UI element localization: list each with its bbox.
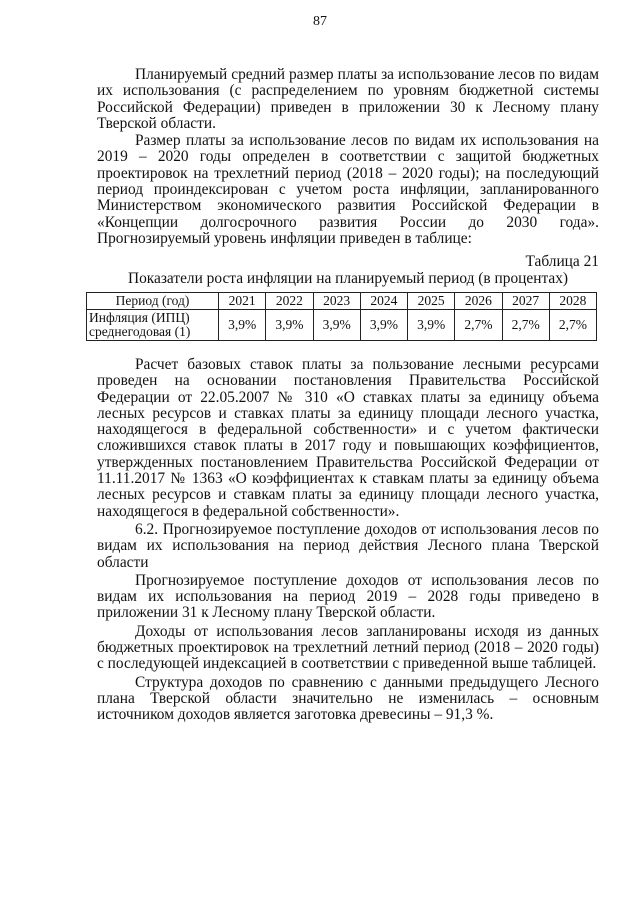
table-header-row <box>87 293 597 310</box>
rates-paragraph: Расчет базовых ставок платы за пользование лесными ресурсами проведен на основании постановления Правительства Российской Федерации от 22.05.2007 № 310 «О ставках платы за единицу объема лесных ресурсов и ставках платы за единицу площади лесного участка, находящегося в федеральной собственности» и с учетом фактически сложившихся ставок платы в 2017 году и повышающих коэффициентов, утвержденных постановлением Правительства Российской Федерации от 11.11.2017 № 1363 «О коэффициентах к ставкам платы за единицу объема лесных ресурсов и ставкам платы за единицу площади лесного участка, находящегося в федеральной собственности». <box>97 356 599 520</box>
closing-paragraph-2: Доходы от использования лесов запланированы исходя из данных бюджетных проектировок на трехлетний летний период (2018 – 2020 годы) с последующей индексацией в соответствии с приведенной выше таблицей. <box>97 622 599 673</box>
intro-section <box>97 67 599 287</box>
table-cell: 3,9% <box>360 310 407 341</box>
closing-paragraph-1: Прогнозируемое поступление доходов от использования лесов по видам их использования на период 2019 – 2028 годы приведено в приложении 31 к Лесному плану Тверской области. <box>97 571 599 622</box>
table-cell: 2,7% <box>502 310 549 341</box>
closing-paragraph-3: Структура доходов по сравнению с данными предыдущего Лесного плана Тверской области значительно не изменилась – основным источником доходов является заготовка древесины – 91,3 %. <box>97 673 599 724</box>
table-year: 2023 <box>313 293 360 310</box>
table-header-label: Период (год) <box>87 293 219 310</box>
table-caption: Показатели роста инфляции на планируемый период (в процентах) <box>127 269 569 287</box>
table-cell: 2,7% <box>455 310 502 341</box>
table-year: 2021 <box>219 293 266 310</box>
page-number: 87 <box>313 14 327 29</box>
inflation-table <box>86 292 597 341</box>
intro-paragraph-1: Планируемый средний размер платы за использование лесов по видам их использования (с распределением по уровням бюджетной системы Российской Федерации) приведен в приложении 30 к Лесному плану Тверской области. <box>97 66 599 132</box>
table-year: 2025 <box>408 293 455 310</box>
table-year: 2024 <box>360 293 407 310</box>
section-heading: 6.2. Прогнозируемое поступление доходов от использования лесов по видам их использования на период действия Лесного плана Тверской области <box>97 520 599 571</box>
table-year: 2027 <box>502 293 549 310</box>
table-cell: 3,9% <box>219 310 266 341</box>
table-year: 2028 <box>549 293 596 310</box>
table-cell: 3,9% <box>408 310 455 341</box>
table-year: 2026 <box>455 293 502 310</box>
table-cell: 3,9% <box>313 310 360 341</box>
main-section <box>97 357 599 724</box>
table-row <box>87 310 597 341</box>
table-cell: 2,7% <box>549 310 596 341</box>
intro-paragraph-2: Размер платы за использование лесов по видам их использования на 2019 – 2020 годы определен в соответствии с защитой бюджетных проектировок на трехлетний период (2018 – 2020 годы); на последующий период проиндексирован с учетом роста инфляции, запланированного Министерством экономического развития Российской Федерации в «Концепции долгосрочного развития России до 2030 года». Прогнозируемый уровень инфляции приведен в таблице: <box>97 132 599 247</box>
table-year: 2022 <box>266 293 313 310</box>
table-cell: 3,9% <box>266 310 313 341</box>
table-row-label: Инфляция (ИПЦ) среднегодовая (1) <box>87 310 219 341</box>
table-number: Таблица 21 <box>525 253 599 271</box>
